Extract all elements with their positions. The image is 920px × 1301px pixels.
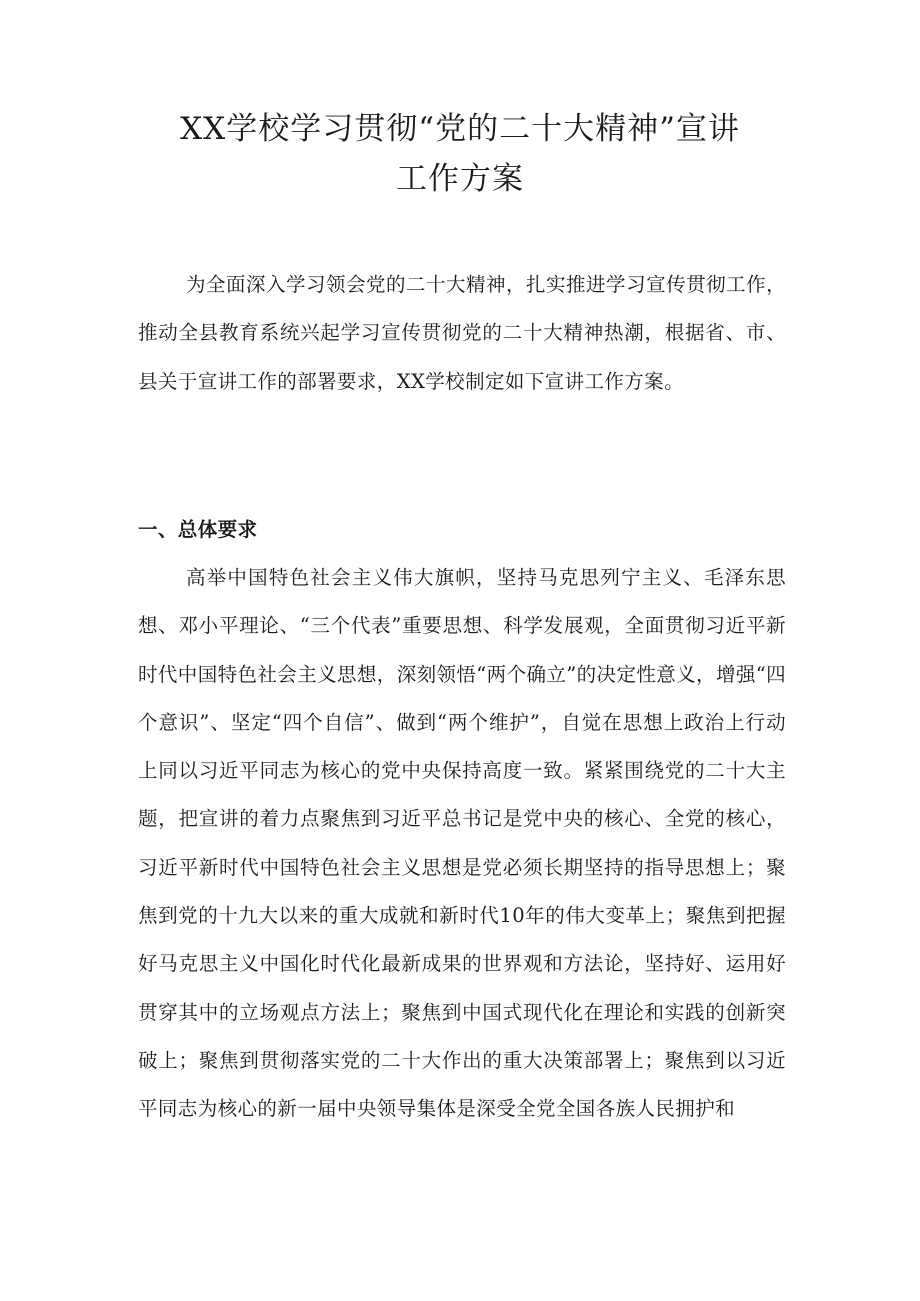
document-title-line-1: XX学校学习贯彻“党的二十大精神”宣讲 [180, 111, 740, 147]
section-1-paragraph: 高举中国特色社会主义伟大旗帜，坚持马克思列宁主义、毛泽东思想、邓小平理论、“三个代表”重要思想、科学发展观，全面贯彻习近平新时代中国特色社会主义思想，深刻领悟“两个确立”的决定性意义，增强“四个意识”、坚定“四个自信”、做到“两个维护”，自觉在思想上政治上行动上同以习近平同志为核心的党中央保持高度一致。紧紧围绕党的二十大主题，把宣讲的着力点聚焦到习近平总书记是党中央的核心、全党的核心，习近平新时代中国特色社会主义思想是党必须长期坚持的指导思想上；聚焦到党的十九大以来的重大成就和新时代10年的伟大变革上；聚焦到把握好马克思主义中国化时代化最新成果的世界观和方法论，坚持好、运用好贯穿其中的立场观点方法上；聚焦到中国式现代化在理论和实践的创新突破上；聚焦到贯彻落实党的二十大作出的重大决策部署上；聚焦到以习近平同志为核心的新一届中央领导集体是深受全党全国各族人民拥护和 [138, 566, 787, 1121]
intro-paragraph: 为全面深入学习领会党的二十大精神，扎实推进学习宣传贯彻工作，推动全县教育系统兴起学习宣传贯彻党的二十大精神热潮，根据省、市、县关于宣讲工作的部署要求，XX学校制定如下宣讲工作方案。 [138, 273, 786, 393]
document-title-line-2: 工作方案 [396, 161, 524, 197]
section-heading-overall-requirements: 一、总体要求 [138, 518, 258, 541]
